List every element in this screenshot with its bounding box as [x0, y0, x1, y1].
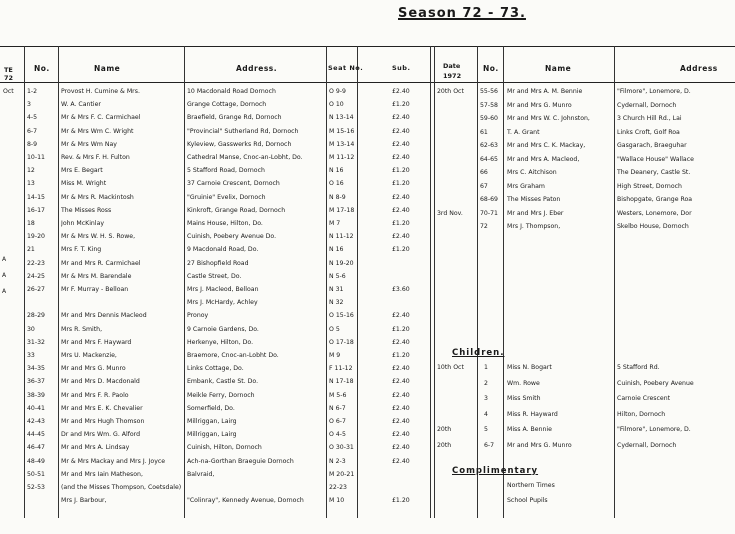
- row-seat: M 9: [329, 352, 341, 359]
- row-number: 33: [27, 352, 35, 359]
- row-address: Kyleview, Gasswerks Rd, Dornoch: [187, 140, 292, 148]
- row-name: Mr & Mrs W. H. S. Rowe,: [61, 233, 136, 241]
- row-sub: £2.40: [392, 431, 410, 439]
- row-number: 1: [484, 364, 488, 371]
- row-address: 5 Stafford Rd.: [617, 364, 660, 371]
- row-address: Mrs J. Macleod, Belloan: [187, 286, 259, 293]
- table-row: [0, 284, 735, 296]
- row-number: 3: [484, 395, 488, 402]
- row-address: Kinkroft, Grange Road, Dornoch: [187, 206, 286, 214]
- table-row: [0, 181, 735, 193]
- row-number: 72: [480, 223, 488, 230]
- row-address: 9 Macdonald Road, Do.: [187, 246, 259, 254]
- row-number: 40-41: [27, 404, 45, 412]
- row-address: "Filmore", Lonemore, D.: [617, 426, 691, 433]
- table-row: [0, 221, 735, 233]
- row-number: 3: [27, 101, 31, 109]
- row-address: Cydernall, Dornoch: [617, 441, 677, 449]
- row-number: 34-35: [27, 365, 45, 373]
- row-seat: N 2-3: [329, 457, 346, 465]
- row-number: 13: [27, 180, 35, 188]
- header-sub: Sub.: [392, 64, 411, 72]
- row-number: 52-53: [27, 484, 45, 491]
- row-name: Dr and Mrs Wm. G. Alford: [61, 431, 141, 439]
- row-number: 44-45: [27, 431, 45, 439]
- row-address: Hilton, Dornoch: [617, 410, 666, 418]
- row-sub: £2.40: [392, 140, 410, 148]
- row-address: "Wallace House" Wallace: [617, 155, 694, 163]
- row-name: W. A. Cantier: [61, 101, 101, 109]
- row-sub: £1.20: [392, 220, 410, 227]
- row-name: Mr and Mrs F. Hayward: [61, 338, 132, 346]
- row-seat: N 31: [329, 286, 344, 293]
- row-sub: £2.40: [392, 127, 410, 135]
- margin-mark: A: [2, 256, 7, 263]
- row-seat: N 8-9: [329, 193, 346, 201]
- child-row: [0, 393, 735, 405]
- row-seat: O 16: [329, 180, 344, 188]
- row-name: Provost H. Cumine & Mrs.: [61, 88, 140, 95]
- row-seat: N 11-12: [329, 233, 354, 241]
- row-name: Mr and Mrs D. Macdonald: [61, 378, 140, 386]
- row-sub: £1.20: [392, 180, 410, 188]
- row-name: Mr and Mrs G. Munro: [507, 101, 572, 109]
- row-address: Balvraid,: [187, 470, 215, 478]
- row-number: 19-20: [27, 233, 45, 241]
- row-name: (and the Misses Thompson, Coetsdale): [61, 484, 182, 491]
- row-name: Mrs J. Barbour,: [61, 497, 107, 505]
- table-row: [0, 127, 735, 139]
- table-row: [0, 113, 735, 125]
- row-number: 46-47: [27, 444, 45, 452]
- row-sub: £1.20: [392, 246, 410, 254]
- row-number: 8-9: [27, 140, 38, 148]
- row-seat: M 20-21: [329, 470, 355, 478]
- row-number: 22-23: [27, 259, 45, 267]
- row-address: Millriggan, Lairg: [187, 418, 237, 425]
- row-number: 26-27: [27, 286, 45, 293]
- row-name: Mr and Mrs A. M. Bennie: [507, 88, 583, 95]
- table-row: [0, 100, 735, 112]
- row-sub: £1.20: [392, 352, 410, 359]
- row-number: 42-43: [27, 418, 45, 425]
- row-address: Braemore, Cnoc-an-Lobht Do.: [187, 352, 279, 359]
- row-number: 21: [27, 246, 35, 254]
- row-seat: O 10: [329, 101, 344, 109]
- row-address: Castle Street, Do.: [187, 272, 242, 280]
- row-number: 4-5: [27, 114, 38, 122]
- row-seat: O 4-5: [329, 431, 346, 439]
- table-row: [0, 208, 735, 220]
- header-address: Address.: [236, 64, 278, 73]
- row-sub: £2.40: [392, 312, 410, 320]
- row-number: 14-15: [27, 193, 45, 201]
- row-sub: £2.40: [392, 154, 410, 161]
- row-address: "Filmore", Lonemore, D.: [617, 88, 691, 95]
- header-date-year: 72: [4, 74, 14, 82]
- row-address: Somerfield, Do.: [187, 404, 235, 412]
- row-sub: £2.40: [392, 233, 410, 241]
- table-row: [0, 194, 735, 206]
- row-seat: O 15-16: [329, 312, 354, 320]
- row-sub: £2.40: [392, 457, 410, 465]
- row-seat: M 13-14: [329, 140, 355, 148]
- row-address: 37 Carnoie Crescent, Dornoch: [187, 180, 280, 188]
- table-row: [0, 244, 735, 256]
- row-number: 57-58: [480, 101, 498, 109]
- row-sub: £2.40: [392, 88, 410, 95]
- row-name: Mr and Mrs A. Lindsay: [61, 444, 130, 452]
- row-name: Mr & Mrs M. Barendale: [61, 272, 132, 280]
- row-name: The Misses Ross: [61, 206, 112, 214]
- row-sub: £2.40: [392, 114, 410, 122]
- row-seat: N 16: [329, 246, 344, 254]
- row-address: Cuinish, Poebery Avenue Do.: [187, 233, 277, 241]
- row-number: 31-32: [27, 338, 45, 346]
- header-name: Name: [94, 64, 121, 73]
- row-name: Miss Smith: [507, 395, 541, 402]
- row-sub: £2.40: [392, 365, 410, 373]
- row-number: 18: [27, 220, 35, 227]
- row-name: Mr F. Murray - Belloan: [61, 286, 129, 293]
- row-address: Cathedral Manse, Cnoc-an-Lobht, Do.: [187, 154, 303, 161]
- row-address: Braefield, Grange Rd, Dornoch: [187, 114, 282, 122]
- table-row: [0, 337, 735, 349]
- row-address: Grange Cottage, Dornoch: [187, 101, 267, 109]
- row-name: T. A. Grant: [507, 128, 540, 136]
- row-number: 38-39: [27, 391, 45, 399]
- row-sub: £3.60: [392, 286, 410, 293]
- child-row: [0, 362, 735, 374]
- row-number: 59-60: [480, 115, 498, 122]
- row-number: 6-7: [27, 127, 38, 135]
- row-number: 68-69: [480, 196, 498, 203]
- row-number: 66: [480, 169, 488, 176]
- row-seat: F 11-12: [329, 365, 353, 373]
- row-number: 12: [27, 167, 35, 175]
- header-seat: Seat No.: [328, 64, 364, 72]
- table-row: [0, 271, 735, 283]
- complimentary-row: [0, 495, 735, 507]
- table-row: [0, 469, 735, 481]
- table-row: [0, 456, 735, 468]
- row-sub: £2.40: [392, 338, 410, 346]
- row-address: Pronoy: [187, 312, 209, 320]
- row-sub: £2.40: [392, 206, 410, 214]
- row-date: 20th Oct: [437, 88, 464, 95]
- row-name: Mrs C. Aitchison: [507, 169, 557, 176]
- row-name: Miss M. Wright: [61, 180, 107, 188]
- table-row: [0, 167, 735, 179]
- row-name: Rev. & Mrs F. H. Fulton: [61, 154, 130, 161]
- row-number: 6-7: [484, 441, 495, 449]
- complimentary-row: [0, 480, 735, 492]
- row-name: Mr & Mrs Mackay and Mrs J. Joyce: [61, 457, 166, 465]
- row-seat: N 13-14: [329, 114, 354, 122]
- header-right-date: Date: [443, 62, 461, 70]
- child-row: [0, 440, 735, 452]
- row-seat: O 5: [329, 325, 340, 333]
- row-name: Mr & Mrs R. Mackintosh: [61, 193, 134, 201]
- children-heading: Children.: [452, 348, 505, 358]
- header-right-year: 1972: [443, 72, 462, 80]
- row-address: "Colinray", Kennedy Avenue, Dornoch: [187, 497, 304, 505]
- row-name: Mr and Mrs F. R. Paolo: [61, 391, 129, 399]
- row-address: Gasgarach, Braeguhar: [617, 142, 687, 149]
- row-name: Mrs F. T. King: [61, 246, 102, 254]
- row-address: Skelbo House, Dornoch: [617, 223, 689, 230]
- row-seat: O 30-31: [329, 444, 354, 452]
- child-row: [0, 409, 735, 421]
- row-number: 64-65: [480, 155, 498, 163]
- row-name: John McKinlay: [61, 220, 105, 227]
- table-row: [0, 310, 735, 322]
- margin-mark: A: [2, 288, 7, 295]
- row-number: 36-37: [27, 378, 45, 386]
- row-name: Mrs U. Mackenzie,: [61, 352, 117, 359]
- table-row: [0, 154, 735, 166]
- row-number: 28-29: [27, 312, 45, 320]
- row-seat: N 32: [329, 299, 344, 307]
- row-name: Mr & Mrs Wm Nay: [61, 140, 117, 148]
- row-name: Mrs R. Smith,: [61, 325, 103, 333]
- row-number: 61: [480, 128, 488, 136]
- row-date: 3rd Nov.: [437, 209, 463, 217]
- row-name: Mrs J. Thompson,: [507, 223, 561, 230]
- row-seat: M 11-12: [329, 154, 355, 161]
- margin-mark: A: [2, 272, 7, 279]
- season-title: Season 72 - 73.: [398, 6, 526, 21]
- row-seat: M 10: [329, 497, 345, 505]
- row-seat: O 6-7: [329, 418, 346, 425]
- header-right-no: No.: [483, 64, 499, 73]
- row-seat: M 15-16: [329, 127, 355, 135]
- row-address: Millriggan, Lairg: [187, 431, 237, 439]
- header-right-name: Name: [545, 64, 572, 73]
- row-address: 27 Bishopfield Road: [187, 259, 249, 267]
- row-address: Embank, Castle St. Do.: [187, 378, 259, 386]
- row-sub: £1.20: [392, 325, 410, 333]
- row-name: Mrs E. Begart: [61, 167, 103, 175]
- row-address: Cuinish, Hilton, Dornoch: [187, 444, 262, 452]
- top-rule: [0, 46, 735, 47]
- row-address: Mains House, Hilton, Do.: [187, 220, 263, 227]
- row-address: Links Cottage, Do.: [187, 365, 244, 373]
- row-address: Westers, Lonemore, Dor: [617, 209, 692, 217]
- row-number: 24-25: [27, 272, 45, 280]
- row-number: 62-63: [480, 142, 498, 149]
- row-name: Miss N. Bogart: [507, 364, 552, 371]
- row-number: 1-2: [27, 88, 38, 95]
- row-sub: £1.20: [392, 497, 410, 505]
- row-address: The Deanery, Castle St.: [617, 169, 691, 176]
- row-name: Mr and Mrs Iain Matheson,: [61, 470, 143, 478]
- row-seat: 22-23: [329, 484, 347, 491]
- row-sub: £2.40: [392, 193, 410, 201]
- row-name: Mr and Mrs C. K. Mackay,: [507, 142, 586, 149]
- row-address: Meikle Ferry, Dornoch: [187, 391, 255, 399]
- row-address: Cydernall, Dornoch: [617, 101, 677, 109]
- row-number: 50-51: [27, 470, 45, 478]
- row-name: Mr and Mrs R. Carmichael: [61, 259, 141, 267]
- child-row: [0, 424, 735, 436]
- row-name: Mr and Mrs G. Munro: [61, 365, 126, 373]
- row-name: The Misses Paton: [507, 196, 561, 203]
- row-address: Cuinish, Poebery Avenue: [617, 379, 694, 387]
- row-address: 9 Carnoie Gardens, Do.: [187, 325, 259, 333]
- table-row: [0, 258, 735, 270]
- row-sub: £2.40: [392, 418, 410, 425]
- row-address: Herkenye, Hilton, Do.: [187, 338, 254, 346]
- row-sub: £2.40: [392, 391, 410, 399]
- row-date: 20th: [437, 441, 452, 449]
- row-sub: £1.20: [392, 167, 410, 175]
- row-name: Miss A. Bennie: [507, 426, 552, 433]
- row-number: 16-17: [27, 206, 45, 214]
- table-row: [0, 350, 735, 362]
- row-sub: £1.20: [392, 101, 410, 109]
- row-seat: M 5-6: [329, 391, 347, 399]
- row-name: Mr & Mrs Wm C. Wright: [61, 127, 134, 135]
- row-number: 70-71: [480, 209, 498, 217]
- row-number: 5: [484, 426, 488, 433]
- row-number: 4: [484, 410, 488, 418]
- row-date: 10th Oct: [437, 364, 464, 371]
- row-number: 67: [480, 182, 488, 190]
- row-seat: M 17-18: [329, 206, 355, 214]
- row-address: "Provincial" Sutherland Rd, Dornoch: [187, 127, 299, 135]
- row-address: Carnoie Crescent: [617, 395, 671, 402]
- row-date: 20th: [437, 426, 452, 433]
- row-name: Mr and Mrs Hugh Thomson: [61, 418, 145, 425]
- row-name: Mr and Mrs W. C. Johnston,: [507, 115, 590, 122]
- row-name: Mrs Graham: [507, 182, 545, 190]
- header-right-address: Address: [680, 64, 718, 73]
- row-seat: O 17-18: [329, 338, 354, 346]
- row-seat: N 16: [329, 167, 344, 175]
- table-row: [0, 324, 735, 336]
- row-address: "Gruinie" Evelix, Dornoch: [187, 193, 266, 201]
- row-seat: N 17-18: [329, 378, 354, 386]
- row-name: Mr and Mrs A. Macleod,: [507, 155, 580, 163]
- row-address: High Street, Dornoch: [617, 182, 682, 190]
- row-sub: £2.40: [392, 378, 410, 386]
- row-seat: N 6-7: [329, 404, 346, 412]
- row-number: 2: [484, 379, 488, 387]
- header-no: No.: [34, 64, 50, 73]
- row-name: Northern Times: [507, 482, 555, 489]
- header-rule: [0, 82, 735, 83]
- row-address: Ach-na-Gorthan Braeguie Dornoch: [187, 457, 294, 465]
- row-address: 3 Church Hill Rd., Lai: [617, 115, 682, 122]
- row-number: 55-56: [480, 88, 498, 95]
- row-date: Oct: [3, 88, 14, 95]
- row-name: Mr & Mrs F. C. Carmichael: [61, 114, 141, 122]
- row-address: Mrs J. McHardy, Achley: [187, 299, 258, 307]
- row-address: Bishopgate, Grange Roa: [617, 196, 693, 203]
- child-row: [0, 378, 735, 390]
- table-row: [0, 86, 735, 98]
- row-seat: M 7: [329, 220, 341, 227]
- row-seat: N 5-6: [329, 272, 346, 280]
- row-number: 10-11: [27, 154, 45, 161]
- row-name: Mr and Mrs G. Munro: [507, 441, 572, 449]
- row-number: 30: [27, 325, 35, 333]
- row-name: Miss R. Hayward: [507, 410, 558, 418]
- row-name: Wm. Rowe: [507, 379, 540, 387]
- row-sub: £2.40: [392, 404, 410, 412]
- row-name: School Pupils: [507, 497, 548, 504]
- table-row: [0, 140, 735, 152]
- row-seat: N 19-20: [329, 259, 354, 267]
- row-number: 48-49: [27, 457, 45, 465]
- row-name: Mr and Mrs Dennis Macleod: [61, 312, 147, 320]
- header-date: TE: [4, 66, 13, 74]
- row-name: Mr and Mrs E. K. Chevalier: [61, 404, 143, 412]
- complimentary-heading: Complimentary: [452, 466, 539, 476]
- row-name: Mr and Mrs J. Eber: [507, 209, 564, 217]
- table-row: [0, 297, 735, 309]
- row-sub: £2.40: [392, 444, 410, 452]
- row-address: 10 Macdonald Road Dornoch: [187, 88, 276, 95]
- row-address: Links Croft, Golf Roa: [617, 128, 680, 136]
- row-seat: O 9-9: [329, 88, 346, 95]
- row-address: 5 Stafford Road, Dornoch: [187, 167, 265, 175]
